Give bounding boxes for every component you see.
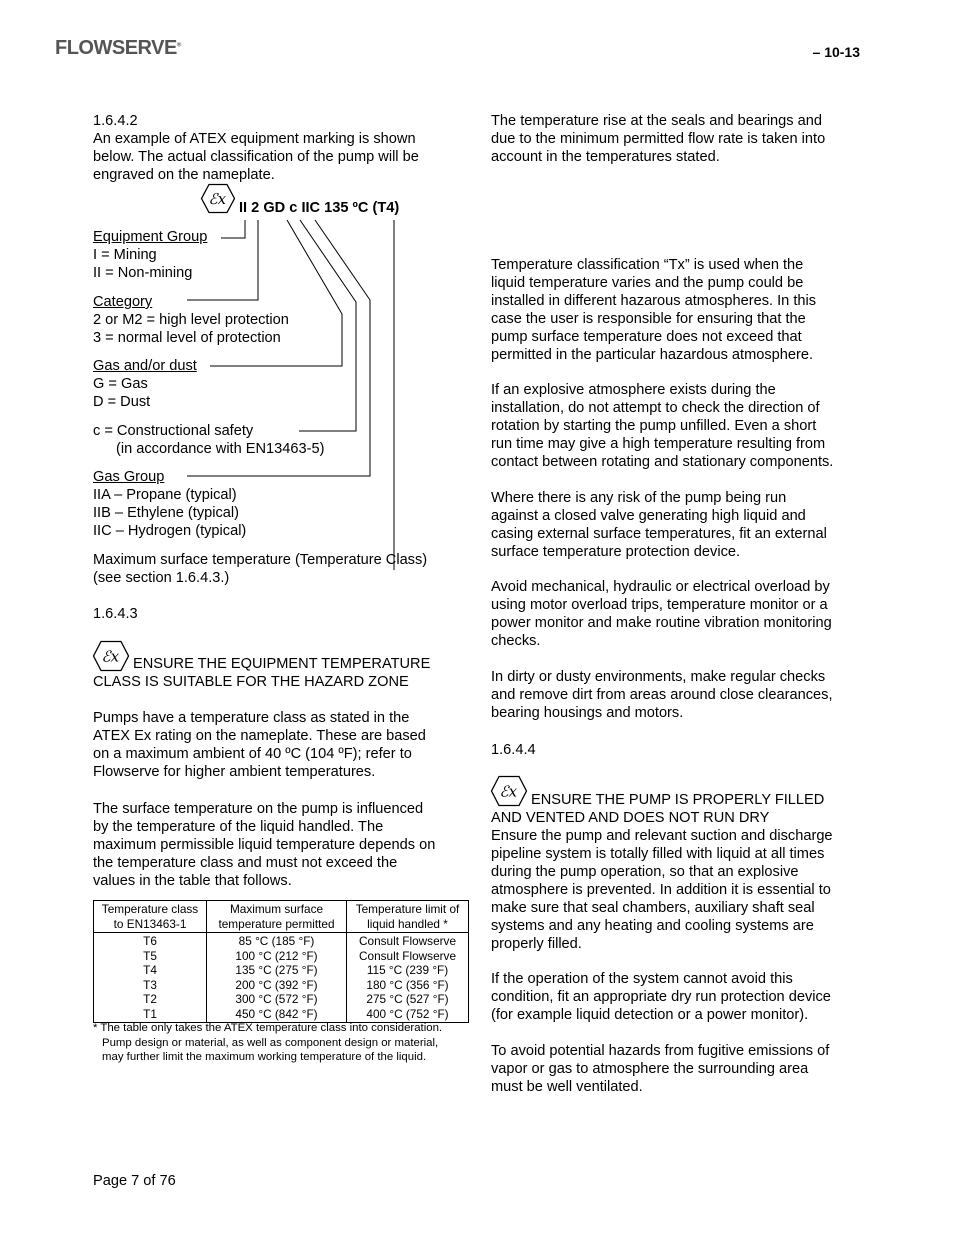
paragraph-line: permitted in the particular hazardous atmosphere.: [491, 347, 814, 363]
intro-line: An example of ATEX equipment marking is shown: [93, 131, 416, 147]
max-temp-line: (see section 1.6.4.3.): [93, 570, 230, 586]
table-cell: T6: [143, 934, 157, 948]
header-line: liquid handled *: [367, 916, 448, 931]
temperature-rise-paragraph: [491, 112, 825, 166]
max-temp-line: Maximum surface temperature (Temperature Class): [93, 552, 428, 568]
footnote-line: Pump design or material, as well as component design or material,: [102, 1036, 439, 1049]
paragraph-line: Pumps have a temperature class as stated in the: [93, 710, 410, 726]
paragraph-line: contact between rotating and stationary components.: [491, 454, 834, 470]
table-footnote: [93, 1021, 442, 1065]
paragraph-line: vapor or gas to atmosphere the surrounding area: [491, 1061, 809, 1077]
paragraph-line: on a maximum ambient of 40 ºC (104 ºF); refer to: [93, 746, 412, 762]
svg-text:ℰx: ℰx: [208, 190, 227, 208]
closed-valve-risk-paragraph: [491, 489, 827, 561]
constructional-safety-block: [93, 422, 324, 458]
dirty-environment-paragraph: [491, 668, 833, 722]
paragraph-line: maximum permissible liquid temperature depends on: [93, 837, 436, 853]
table-cell: 115 °C (239 °F): [366, 963, 449, 977]
paragraph-line: by the temperature of the liquid handled. The: [93, 819, 384, 835]
paragraph-line: (for example liquid detection or a power monitor).: [491, 1007, 809, 1023]
table-cell: 200 °C (392 °F): [235, 977, 318, 992]
paragraph-line: account in the temperatures stated.: [491, 149, 720, 165]
paragraph-line: surface temperature protection device.: [491, 544, 741, 560]
table-cell: 275 °C (527 °F): [366, 992, 449, 1006]
header-temp-class: [94, 901, 207, 933]
equipment-group-item: I = Mining: [93, 247, 157, 263]
paragraph-line: must be well ventilated.: [491, 1079, 643, 1095]
paragraph-line: Temperature classification “Tx” is used when the: [491, 257, 804, 273]
table-cell: T5: [143, 948, 157, 963]
header-line: Temperature class: [101, 902, 199, 916]
paragraph-line: liquid temperature varies and the pump could be: [491, 275, 804, 291]
category-item: 3 = normal level of protection: [93, 330, 281, 346]
table-cell: T3: [143, 977, 157, 992]
paragraph-line: The temperature rise at the seals and bearings and: [491, 113, 822, 129]
paragraph-line: Flowserve for higher ambient temperatures.: [93, 764, 376, 780]
section-1644-number: 1.6.4.4: [491, 742, 536, 758]
paragraph-line: values in the table that follows.: [93, 873, 292, 889]
gas-group-item: IIA – Propane (typical): [93, 487, 237, 503]
paragraph-line: The surface temperature on the pump is influenced: [93, 801, 424, 817]
category-title: Category: [93, 294, 153, 310]
paragraph-line: checks.: [491, 633, 541, 649]
atex-marking: II 2 GD c IIC 135 ºC (T4): [239, 200, 400, 216]
header-line: temperature permitted: [218, 916, 335, 931]
paragraph-line: Where there is any risk of the pump being run: [491, 490, 787, 506]
paragraph-line: case the user is responsible for ensuring that the: [491, 311, 806, 327]
table-cell: Consult Flowserve: [358, 934, 457, 948]
header-line: to EN13463-1: [113, 916, 187, 931]
paragraph-line: using motor overload trips, temperature monitor or a: [491, 597, 828, 613]
header-max-surface: [207, 901, 347, 933]
paragraph-line: power monitor and make routine vibration monitoring: [491, 615, 832, 631]
max-temp-block: [93, 551, 427, 587]
category-item: 2 or M2 = high level protection: [93, 312, 289, 328]
intro-line: engraved on the nameplate.: [93, 167, 275, 183]
section-1644-warning-line1: ENSURE THE PUMP IS PROPERLY FILLED: [531, 792, 825, 808]
paragraph-line: run time may give a high temperature resulting from: [491, 436, 826, 452]
gas-group-item: IIC – Hydrogen (typical): [93, 523, 247, 539]
paragraph-line: the temperature class and must not exceed the: [93, 855, 398, 871]
gas-dust-block: [93, 357, 197, 411]
paragraph-line: If the operation of the system cannot avoid this: [491, 971, 793, 987]
header-line: Maximum surface: [229, 902, 324, 916]
gas-dust-item: G = Gas: [93, 376, 148, 392]
ventilation-paragraph: [491, 1042, 829, 1096]
paragraph-line: installed in different hazarous atmospheres. In this: [491, 293, 817, 309]
temperature-class-table: [93, 900, 469, 1023]
paragraph-line: during the pump operation, so that an explosive: [491, 864, 799, 880]
equipment-group-block: [93, 228, 207, 282]
section-1643-number: 1.6.4.3: [93, 606, 138, 622]
constructional-safety-note: (in accordance with EN13463-5): [116, 441, 325, 457]
paragraph-line: pipeline system is totally filled with liquid at all times: [491, 846, 825, 862]
table-cell: T4: [143, 963, 157, 977]
page-number: Page 7 of 76: [93, 1173, 176, 1189]
class-column: [94, 933, 207, 1023]
paragraph-line: make sure that seal chambers, auxiliary shaft seal: [491, 900, 815, 916]
table-cell: 100 °C (212 °F): [235, 948, 318, 963]
header-line: Temperature limit of: [355, 902, 460, 916]
table-cell: Consult Flowserve: [358, 948, 457, 963]
paragraph-line: properly filled.: [491, 936, 582, 952]
table-cell: 300 °C (572 °F): [235, 992, 318, 1006]
svg-text:ℰx: ℰx: [499, 782, 518, 801]
gas-group-title: Gas Group: [93, 469, 165, 485]
ex-hexagon-icon: [490, 775, 528, 807]
overload-paragraph: [491, 578, 832, 650]
table-cell: 450 °C (842 °F): [235, 1006, 318, 1021]
constructional-safety-line: c = Constructional safety: [93, 423, 254, 439]
filled-system-paragraph: [491, 827, 833, 953]
paragraph-line: against a closed valve generating high liquid and: [491, 508, 806, 524]
paragraph-line: pump surface temperature does not exceed that: [491, 329, 802, 345]
footnote-line: * The table only takes the ATEX temperature class into consideration.: [93, 1022, 443, 1034]
table-cell: 180 °C (356 °F): [366, 977, 449, 992]
surface-column: [207, 933, 347, 1023]
gas-group-block: [93, 468, 246, 540]
paragraph-line: rotation by starting the pump unfilled. Even a short: [491, 418, 817, 434]
gas-group-item: IIB – Ethylene (typical): [93, 505, 240, 521]
category-block: [93, 293, 289, 347]
svg-text:ℰx: ℰx: [101, 647, 120, 666]
table-body-row: [94, 933, 469, 1023]
paragraph-line: bearing housings and motors.: [491, 705, 684, 721]
section-1642-number: 1.6.4.2: [93, 113, 138, 129]
paragraph-line: installation, do not attempt to check the direction of: [491, 400, 820, 416]
paragraph-line: ATEX Ex rating on the nameplate. These are based: [93, 728, 426, 744]
liquid-column: [347, 933, 469, 1023]
table-cell: T2: [143, 992, 157, 1006]
paragraph-line: Avoid mechanical, hydraulic or electrical overload by: [491, 579, 830, 595]
temperature-tx-paragraph: [491, 256, 816, 364]
intro-line: below. The actual classification of the pump will be: [93, 149, 419, 165]
paragraph-line: If an explosive atmosphere exists during the: [491, 382, 776, 398]
paragraph-line: atmosphere is prevented. In addition it is essential to: [491, 882, 831, 898]
surface-temp-paragraph: [93, 800, 435, 890]
gas-dust-item: D = Dust: [93, 394, 151, 410]
paragraph-line: Ensure the pump and relevant suction and discharge: [491, 828, 833, 844]
footnote-line: may further limit the maximum working temperature of the liquid.: [102, 1051, 427, 1064]
paragraph-line: To avoid potential hazards from fugitive emissions of: [491, 1043, 830, 1059]
section-1643-warning-line2: CLASS IS SUITABLE FOR THE HAZARD ZONE: [93, 674, 409, 690]
ambient-paragraph: [93, 709, 426, 781]
paragraph-line: and remove dirt from areas around close clearances,: [491, 687, 833, 703]
table-cell: T1: [143, 1006, 157, 1021]
paragraph-line: due to the minimum permitted flow rate is taken into: [491, 131, 826, 147]
header-liquid-limit: [347, 901, 469, 933]
paragraph-line: casing external surface temperatures, fit an external: [491, 526, 827, 542]
paragraph-line: condition, fit an appropriate dry run protection device: [491, 989, 831, 1005]
equipment-group-item: II = Non-mining: [93, 265, 193, 281]
logo-text: FLOWSERVE: [55, 37, 177, 59]
logo-registered-mark: ®: [176, 42, 182, 49]
dry-run-paragraph: [491, 970, 831, 1024]
paragraph-line: In dirty or dusty environments, make regular checks: [491, 669, 826, 685]
table-header-row: [94, 901, 469, 933]
gas-dust-title: Gas and/or dust: [93, 358, 197, 374]
page-reference: – 10-13: [812, 44, 860, 60]
section-1644-warning-line2: AND VENTED AND DOES NOT RUN DRY: [491, 810, 770, 826]
equipment-group-title: Equipment Group: [93, 229, 208, 245]
section-1643-warning-line1: ENSURE THE EQUIPMENT TEMPERATURE: [133, 656, 431, 672]
table-cell: 400 °C (752 °F): [366, 1006, 449, 1021]
paragraph-line: systems and any heating and cooling systems are: [491, 918, 814, 934]
table-cell: 135 °C (275 °F): [235, 963, 318, 977]
table-cell: 85 °C (185 °F): [238, 934, 315, 948]
ex-hexagon-icon: [92, 640, 130, 672]
explosive-atmosphere-paragraph: [491, 381, 833, 471]
